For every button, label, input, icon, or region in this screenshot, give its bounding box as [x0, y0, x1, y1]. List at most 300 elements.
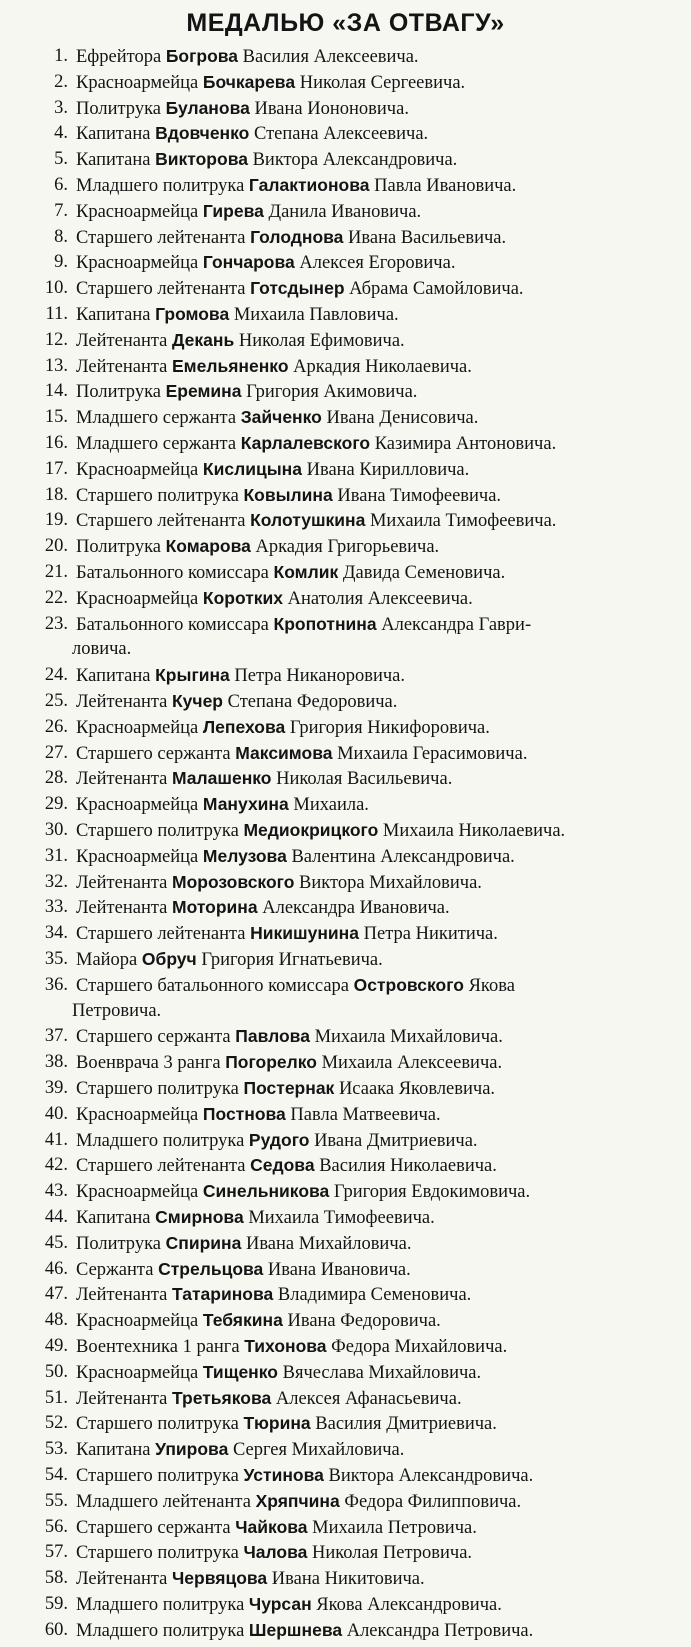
- entry-given-names: Данила Ивановича.: [268, 201, 422, 222]
- entry-surname: Колотушкина: [250, 510, 366, 531]
- list-item: [0, 818, 691, 844]
- entry-text: [76, 715, 490, 742]
- list-item: [0, 354, 691, 380]
- entry-rank: Красноармейца: [76, 1362, 199, 1383]
- entry-number: 45.: [44, 1232, 68, 1253]
- list-item: [0, 457, 691, 483]
- entry-text: [76, 147, 457, 174]
- entry-surname: Кислицына: [202, 458, 302, 479]
- entry-number: 1.: [54, 46, 68, 66]
- entry-given-names: Павла Ивановича.: [374, 176, 517, 196]
- entry-number: 26.: [44, 716, 68, 737]
- entry-rank: Красноармейца: [76, 1182, 199, 1203]
- entry-given-names: Виктора Михайловича.: [299, 872, 482, 893]
- entry-number: 58.: [44, 1568, 68, 1589]
- entry-number: 3.: [54, 97, 68, 118]
- entry-surname: Викторова: [155, 149, 248, 170]
- entry-given-names: Михаила.: [293, 795, 369, 816]
- list-item: [0, 250, 691, 276]
- entry-text: [76, 328, 405, 355]
- list-item: [0, 1592, 691, 1618]
- list-item: [0, 328, 691, 354]
- entry-surname: Готсдынер: [250, 278, 345, 299]
- entry-surname: Рудого: [248, 1129, 310, 1150]
- entry-text: [76, 612, 531, 639]
- entry-given-names: Якова: [468, 975, 515, 996]
- entry-number: 12.: [44, 329, 68, 350]
- entry-given-names: Абрама Самойловича.: [349, 279, 524, 300]
- entry-rank: Старшего политрука: [76, 485, 239, 506]
- entry-rank: Политрука: [76, 98, 161, 119]
- entry-given-names: Виктора Александровича.: [328, 1466, 534, 1486]
- entry-surname: Чайкова: [235, 1516, 308, 1537]
- entry-rank: Младшего лейтенанта: [76, 1491, 251, 1512]
- entry-rank: Красноармейца: [76, 72, 199, 93]
- entry-given-names: Григория Игнатьевича.: [201, 950, 383, 970]
- entry-rank: Красноармейца: [76, 1104, 199, 1125]
- entry-rank: Лейтенанта: [76, 1388, 168, 1409]
- entry-number: 59.: [44, 1594, 68, 1614]
- entry-text: [76, 818, 565, 845]
- list-item: [0, 1566, 691, 1592]
- entry-number: 10.: [44, 278, 68, 299]
- entry-number: 53.: [44, 1439, 68, 1460]
- entry-given-names: Николая Петровича.: [311, 1543, 473, 1564]
- entry-number: 31.: [44, 845, 68, 866]
- entry-rank: Лейтенанта: [76, 356, 168, 377]
- entry-text: [76, 663, 405, 690]
- entry-surname: Коротких: [202, 587, 284, 608]
- entry-text: [76, 1076, 495, 1103]
- list-item: [0, 1153, 691, 1179]
- entry-number: 5.: [54, 149, 68, 170]
- entry-number: 47.: [44, 1284, 68, 1305]
- entry-given-names: Ивана Васильевича.: [348, 227, 507, 248]
- entry-surname: Спирина: [165, 1232, 242, 1253]
- entry-surname: Червяцова: [172, 1568, 268, 1589]
- entry-given-names: Михаила Алексеевича.: [321, 1053, 503, 1074]
- entry-number: 33.: [44, 897, 68, 918]
- entry-text: [76, 1360, 481, 1387]
- list-item: [0, 1360, 691, 1386]
- list-item: [0, 1102, 691, 1128]
- entry-number: 39.: [44, 1078, 68, 1098]
- entry-text: [76, 792, 369, 819]
- entry-surname: Комарова: [165, 536, 251, 557]
- entry-surname: Постернак: [243, 1078, 335, 1098]
- entry-rank: Старшего сержанта: [76, 743, 231, 764]
- entry-rank: Старшего политрука: [76, 1079, 239, 1099]
- entry-given-names: Ивана Кирилловича.: [306, 459, 470, 480]
- list-item: [0, 1489, 691, 1515]
- entry-surname: Устинова: [243, 1465, 324, 1485]
- entry-text: [76, 1386, 462, 1413]
- list-item: [0, 276, 691, 302]
- entry-text: [76, 1411, 497, 1438]
- entry-rank: Старшего политрука: [76, 1414, 239, 1435]
- list-item: [0, 508, 691, 534]
- entry-rank: Лейтенанта: [76, 1569, 168, 1590]
- entry-given-names: Михаила Павловича.: [233, 305, 399, 325]
- entry-number: 41.: [44, 1129, 68, 1150]
- entry-given-names: Ивана Тимофеевича.: [337, 485, 502, 506]
- entry-surname: Голоднова: [250, 226, 344, 247]
- entry-rank: Красноармейца: [76, 201, 199, 222]
- entry-text: [76, 741, 527, 768]
- entry-rank: Ефрейтора: [76, 47, 162, 67]
- entry-surname: Максимова: [235, 742, 333, 763]
- entry-surname: Павлова: [235, 1026, 310, 1047]
- entry-rank: Старшего лейтенанта: [76, 511, 246, 532]
- entry-surname: Третьякова: [172, 1387, 272, 1408]
- list-item: [0, 715, 691, 741]
- entry-surname: Кропотнина: [273, 613, 377, 634]
- entry-surname: Мелузова: [202, 845, 287, 866]
- entry-number: 20.: [44, 536, 68, 557]
- entry-rank: Старшего политрука: [76, 1543, 239, 1564]
- entry-number: 56.: [44, 1516, 68, 1537]
- entry-text: [76, 225, 506, 252]
- entry-text: [76, 689, 397, 716]
- list-item: [0, 199, 691, 225]
- entry-rank: Сержанта: [76, 1259, 154, 1280]
- entry-given-names: Михаила Михайловича.: [314, 1027, 503, 1048]
- list-item: [0, 612, 691, 664]
- entry-text: [76, 1334, 507, 1361]
- entry-surname: Богрова: [165, 46, 239, 66]
- entry-rank: Старшего лейтенанта: [76, 279, 246, 300]
- list-item: [0, 1205, 691, 1231]
- entry-rank: Капитана: [76, 305, 151, 325]
- entry-text: [76, 1282, 471, 1309]
- entry-number: 25.: [44, 691, 68, 711]
- entry-given-names: Виктора Александровича.: [252, 150, 458, 171]
- list-item: [0, 1308, 691, 1334]
- entry-number: 46.: [44, 1258, 68, 1279]
- entry-surname: Бочкарева: [202, 71, 296, 92]
- entry-given-names: Федора Филипповича.: [344, 1491, 522, 1512]
- entry-surname: Медиокрицкого: [243, 820, 379, 840]
- entry-text: [76, 1592, 502, 1619]
- entry-text: [76, 354, 472, 381]
- entry-given-names: Алексея Афанасьевича.: [275, 1388, 462, 1409]
- entry-rank: Политрука: [76, 1233, 161, 1254]
- entry-number: 8.: [54, 226, 68, 247]
- entry-text: [76, 173, 516, 200]
- entry-surname: Островского: [353, 974, 464, 995]
- entry-surname: Тищенко: [202, 1361, 278, 1382]
- entry-surname: Емельяненко: [172, 355, 289, 376]
- entry-given-names: Александра Петровича.: [346, 1620, 534, 1641]
- entry-given-names: Петра Никитича.: [363, 924, 498, 945]
- entry-text: [76, 457, 469, 484]
- entry-rank: Батальонного комиссара: [76, 614, 269, 635]
- entry-number: 14.: [44, 381, 68, 402]
- entry-surname: Татаринова: [172, 1284, 274, 1305]
- entry-given-names: Валентина Александровича.: [291, 846, 515, 867]
- entry-rank: Майора: [76, 950, 138, 970]
- entry-number: 38.: [44, 1052, 68, 1073]
- entry-surname: Шершнева: [248, 1619, 343, 1640]
- entry-rank: Красноармейца: [76, 253, 199, 274]
- entry-surname: Синельникова: [202, 1181, 330, 1202]
- entry-rank: Младшего сержанта: [76, 434, 237, 454]
- entry-surname: Хряпчина: [255, 1490, 340, 1511]
- entry-text: [76, 1566, 425, 1593]
- entry-rank: Старшего батальонного комиссара: [76, 975, 350, 996]
- entry-surname: Погорелко: [225, 1052, 317, 1073]
- entry-given-names: Вячеслава Михайловича.: [282, 1362, 482, 1383]
- entry-text: [76, 121, 428, 148]
- entry-text: [76, 1618, 533, 1645]
- entry-surname: Зайченко: [240, 407, 322, 428]
- entry-surname: Буланова: [165, 97, 250, 118]
- entry-surname: Манухина: [202, 794, 289, 815]
- entry-text: [76, 534, 439, 561]
- entry-rank: Красноармейца: [76, 795, 199, 816]
- list-item: [0, 96, 691, 122]
- entry-rank: Воентехника 1 ранга: [76, 1337, 240, 1357]
- entry-number: 22.: [44, 587, 68, 608]
- entry-number: 30.: [44, 820, 68, 840]
- list-item: [0, 1076, 691, 1102]
- entry-number: 24.: [44, 665, 68, 686]
- entry-rank: Старшего сержанта: [76, 1517, 231, 1538]
- entry-text: [76, 1179, 530, 1206]
- entry-rank: Капитана: [76, 150, 151, 171]
- list-item: [0, 870, 691, 896]
- list-item: [0, 1411, 691, 1437]
- entry-rank: Капитана: [76, 1440, 151, 1461]
- entry-rank: Военврача 3 ранга: [76, 1053, 221, 1074]
- list-item: [0, 379, 691, 405]
- entry-surname: Упирова: [155, 1439, 229, 1460]
- entry-rank: Старшего сержанта: [76, 1027, 231, 1048]
- list-item: [0, 534, 691, 560]
- entry-rank: Младшего политрука: [76, 176, 245, 196]
- list-item: [0, 1334, 691, 1360]
- entry-number: 7.: [54, 200, 68, 221]
- entry-rank: Капитана: [76, 666, 151, 687]
- entry-text: [76, 379, 417, 406]
- list-item: [0, 44, 691, 70]
- entry-given-names: Григория Никифоровича.: [289, 717, 490, 738]
- entry-given-names: Александра Гаври-: [381, 614, 532, 635]
- entry-surname: Еремина: [165, 381, 242, 402]
- list-item: [0, 1282, 691, 1308]
- entry-text: [76, 921, 498, 948]
- entry-number: 49.: [44, 1336, 68, 1356]
- entry-given-names: Василия Алексеевича.: [242, 47, 419, 67]
- entry-surname: Ковылина: [243, 484, 333, 505]
- entry-given-names: Алексея Егоровича.: [299, 253, 456, 274]
- list-item: [0, 1437, 691, 1463]
- entry-rank: Младшего политрука: [76, 1620, 245, 1641]
- list-item: [0, 173, 691, 199]
- list-item: [0, 302, 691, 328]
- entry-surname: Моторина: [172, 897, 258, 918]
- list-item: [0, 741, 691, 767]
- entry-given-names: Владимира Семеновича.: [277, 1285, 472, 1306]
- entry-text: [76, 560, 505, 587]
- entry-number: 13.: [44, 355, 68, 376]
- entry-surname: Тихонова: [244, 1336, 327, 1356]
- entry-surname: Седова: [250, 1155, 315, 1176]
- entry-given-names: Григория Евдокимовича.: [333, 1182, 531, 1203]
- entry-given-names: Ивана Михайловича.: [245, 1233, 412, 1254]
- entry-given-names: Якова Александровича.: [316, 1595, 502, 1615]
- entry-given-names: Казимира Антоновича.: [374, 434, 557, 454]
- entry-surname: Лепехова: [202, 716, 286, 737]
- entry-number: 32.: [44, 871, 68, 892]
- entry-text: [76, 405, 478, 432]
- page-title: МЕДАЛЬЮ «ЗА ОТВАГУ»: [186, 9, 505, 37]
- entry-rank: Лейтенанта: [76, 692, 168, 712]
- entry-surname: Галактионова: [248, 175, 370, 195]
- entry-surname: Морозовского: [172, 871, 295, 892]
- entry-surname: Декань: [172, 329, 235, 350]
- entry-given-names: Аркадия Григорьевича.: [255, 537, 440, 558]
- entry-text: [76, 844, 515, 871]
- list-item: [0, 431, 691, 457]
- entry-rank: Лейтенанта: [76, 330, 168, 351]
- entry-text: [76, 276, 524, 303]
- entry-rank: Лейтенанта: [76, 769, 168, 790]
- list-item: [0, 766, 691, 792]
- entry-given-names: Аркадия Николаевича.: [293, 356, 472, 377]
- entry-given-names: Николая Васильевича.: [276, 769, 453, 790]
- list-item: [0, 1024, 691, 1050]
- entry-text: [76, 1540, 472, 1567]
- entry-given-names: Ивана Никитовича.: [271, 1569, 425, 1590]
- entry-rank: Младшего сержанта: [76, 408, 237, 429]
- entry-rank: Красноармейца: [76, 459, 199, 480]
- entry-number: 6.: [54, 175, 68, 195]
- entry-number: 19.: [44, 510, 68, 531]
- entry-text: [76, 1102, 441, 1129]
- entry-number: 34.: [44, 923, 68, 944]
- entry-given-names: Степана Алексеевича.: [253, 124, 429, 145]
- entry-text: [76, 1257, 411, 1284]
- entry-number: 51.: [44, 1387, 68, 1408]
- entry-text: [76, 1024, 503, 1051]
- entry-text: [76, 1489, 521, 1516]
- entry-surname: Кучер: [172, 691, 223, 711]
- entry-number: 36.: [44, 974, 68, 995]
- entry-given-names: Николая Ефимовича.: [238, 330, 405, 351]
- entry-text: [76, 302, 399, 329]
- entry-number: 54.: [44, 1465, 68, 1485]
- entry-rank: Красноармейца: [76, 717, 199, 738]
- list-item: [0, 895, 691, 921]
- list-item: [0, 1179, 691, 1205]
- entry-surname: Гирева: [202, 200, 264, 221]
- entry-number: 17.: [44, 458, 68, 479]
- entry-number: 57.: [44, 1542, 68, 1563]
- entry-text: [76, 1153, 497, 1180]
- list-item: [0, 121, 691, 147]
- entry-given-names: Давида Семеновича.: [342, 563, 506, 583]
- entry-given-names: Ивана Иононовича.: [254, 98, 409, 119]
- entry-text: [76, 1050, 502, 1077]
- entry-surname: Постнова: [202, 1103, 286, 1124]
- entry-number: 35.: [44, 949, 68, 969]
- list-item: [0, 921, 691, 947]
- entry-surname: Крыгина: [155, 665, 230, 686]
- entry-text: [76, 508, 556, 535]
- entry-number: 16.: [44, 433, 68, 453]
- entry-text: [76, 70, 465, 97]
- entry-number: 15.: [44, 407, 68, 428]
- entry-text: [76, 431, 556, 458]
- entry-text: [76, 1308, 441, 1335]
- entry-surname: Тюрина: [243, 1413, 311, 1434]
- entry-rank: Старшего политрука: [76, 821, 239, 841]
- entry-text: [76, 44, 419, 71]
- entry-surname: Карлалевского: [240, 433, 371, 453]
- entry-text: [76, 586, 473, 613]
- entry-number: 27.: [44, 742, 68, 763]
- entry-text: [76, 483, 501, 510]
- entry-given-names: Василия Дмитриевича.: [315, 1414, 497, 1435]
- list-item: [0, 147, 691, 173]
- entry-number: 23.: [44, 613, 68, 634]
- entry-number: 50.: [44, 1361, 68, 1382]
- entry-text: [76, 96, 409, 123]
- entry-given-names: Ивана Денисовича.: [326, 408, 479, 429]
- entry-given-names: Ивана Дмитриевича.: [314, 1130, 478, 1151]
- entry-continuation: Петровича.: [72, 1000, 162, 1021]
- entry-text: [76, 947, 383, 974]
- entry-given-names: Анатолия Алексеевича.: [287, 588, 473, 609]
- entry-given-names: Ивана Ивановича.: [267, 1259, 411, 1280]
- entry-rank: Младшего политрука: [76, 1130, 245, 1151]
- entry-given-names: Петра Никаноровича.: [234, 666, 405, 687]
- entry-given-names: Сергея Михайловича.: [232, 1440, 405, 1461]
- entry-number: 52.: [44, 1413, 68, 1434]
- entry-number: 44.: [44, 1207, 68, 1227]
- entry-rank: Политрука: [76, 537, 161, 558]
- entry-rank: Лейтенанта: [76, 872, 168, 893]
- entry-number: 11.: [45, 304, 68, 324]
- entry-text: [76, 1231, 411, 1258]
- list-item: [0, 973, 691, 1025]
- entry-number: 21.: [44, 562, 68, 582]
- entry-rank: Капитана: [76, 124, 151, 145]
- entry-number: 9.: [54, 252, 68, 273]
- entry-number: 4.: [54, 123, 68, 144]
- entry-number: 55.: [44, 1490, 68, 1511]
- entry-given-names: Григория Акимовича.: [246, 382, 418, 403]
- entry-text: [76, 973, 515, 1000]
- entry-surname: Гончарова: [202, 252, 295, 273]
- entry-rank: Капитана: [76, 1208, 151, 1228]
- entry-given-names: Павла Матвеевича.: [290, 1104, 441, 1125]
- entry-given-names: Михаила Петровича.: [312, 1517, 477, 1538]
- entry-number: 43.: [44, 1181, 68, 1202]
- entry-rank: Лейтенанта: [76, 898, 168, 919]
- entry-number: 40.: [44, 1103, 68, 1124]
- entry-rank: Старшего лейтенанта: [76, 924, 246, 945]
- list-item: [0, 947, 691, 973]
- entry-given-names: Исаака Яковлевича.: [338, 1079, 496, 1099]
- entry-text: [76, 1128, 478, 1155]
- entry-surname: Вдовченко: [155, 123, 250, 144]
- list-item: [0, 1386, 691, 1412]
- entry-text: [76, 1463, 533, 1490]
- list-item: [0, 1463, 691, 1489]
- entry-given-names: Степана Федоровича.: [227, 692, 398, 712]
